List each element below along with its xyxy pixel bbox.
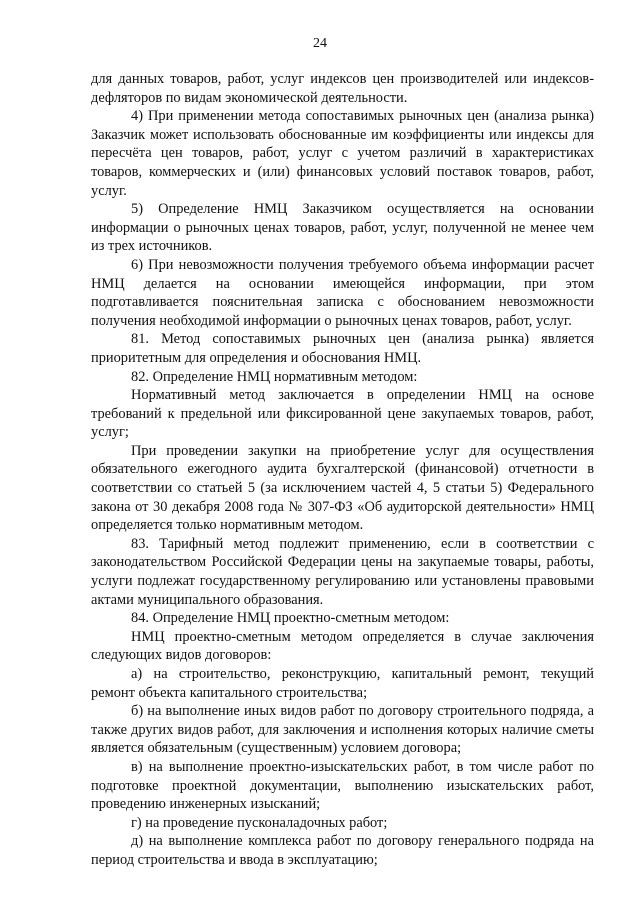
list-item-b: б) на выполнение иных видов работ по договору строительного подряда, а также других видов работ, для заключения и исполнения которых наличие сметы является обязательным (существенным) условием договора; (91, 703, 594, 757)
paragraph-clause-82: 82. Определение НМЦ нормативным методом: (131, 368, 418, 385)
paragraph-normative-method: Нормативный метод заключается в определении НМЦ на основе требований к предельной или фиксированной цене закупаемых товаров, работ, услуг; (91, 387, 594, 441)
list-item-d: д) на выполнение комплекса работ по договору генерального подряда на период строительства и ввода в эксплуатацию; (91, 833, 594, 868)
paragraph-continuation: для данных товаров, работ, услуг индексов цен производителей или индексов-дефляторов по видам экономической деятельности. (91, 71, 594, 106)
paragraph-audit: При проведении закупки на приобретение услуг для осуществления обязательного ежегодного аудита бухгалтерской (финансовой) отчетности в соответствии со статьей 5 (за исключением частей 4, 5 статьи 5) Федерального закона от 30 декабря 2008 года № 307-ФЗ «Об аудиторской деятельности» НМЦ определяется только нормативным методом. (91, 442, 594, 534)
paragraph-item-5: 5) Определение НМЦ Заказчиком осуществляется на основании информации о рыночных ценах товаров, работ, услуг, полученной не менее чем из трех источников. (91, 201, 594, 255)
paragraph-clause-84: 84. Определение НМЦ проектно-сметным методом: (131, 610, 450, 627)
paragraph-clause-81: 81. Метод сопоставимых рыночных цен (анализа рынка) является приоритетным для определения и обоснования НМЦ. (91, 331, 594, 366)
page-number: 24 (313, 36, 327, 51)
paragraph-item-4: 4) При применении метода сопоставимых рыночных цен (анализа рынка) Заказчик может использовать обоснованные им коэффициенты или индексы для пересчёта цен товаров, работ, услуг с учетом различий в характеристиках товаров, коммерческих и (или) финансовых условий поставок товаров, работ, услуг. (91, 108, 594, 199)
list-item-v: в) на выполнение проектно-изыскательских работ, в том числе работ по подготовке проектной документации, выполнению изыскательских работ, проведению инженерных изысканий; (91, 758, 594, 813)
paragraph-contract-types: НМЦ проектно-сметным методом определяется в случае заключения следующих видов договоров: (91, 628, 594, 664)
list-item-g: г) на проведение пусконаладочных работ; (131, 814, 388, 831)
paragraph-clause-83: 83. Тарифный метод подлежит применению, если в соответствии с законодательством Российской Федерации цены на закупаемые товары, работы, услуги подлежат государственному регулированию или установлены правовыми актами муниципального образования. (91, 535, 594, 608)
list-item-a: а) на строительство, реконструкцию, капитальный ремонт, текущий ремонт объекта капитального строительства; (91, 666, 594, 701)
document-body (91, 70, 594, 870)
paragraph-item-6: 6) При невозможности получения требуемого объема информации расчет НМЦ делается на основании имеющейся информации, при этом подготавливается пояснительная записка с обоснованием невозможности получения необходимой информации о рыночных ценах товаров, работ, услуг. (91, 256, 594, 329)
